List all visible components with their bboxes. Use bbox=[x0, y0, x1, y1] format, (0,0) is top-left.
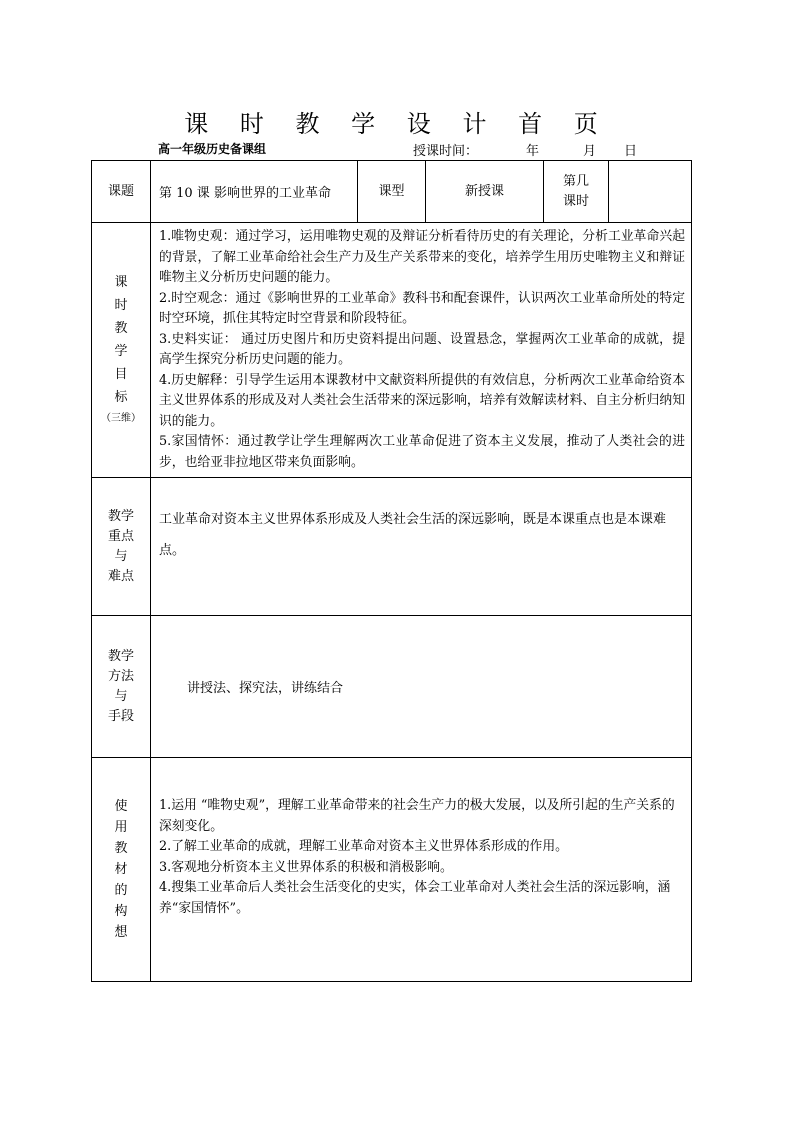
lesson-type-label: 课型 bbox=[358, 161, 426, 223]
usage-label-char: 构 bbox=[114, 904, 128, 919]
objective-item: 3.史料实证： 通过历史图片和历史资料提出问题、设置悬念，掌握两次工业革命的成就，提高学生探究分析历史问题的能力。 bbox=[159, 331, 685, 367]
method-label-line: 教学 bbox=[107, 648, 134, 664]
focus-label-line: 与 bbox=[114, 548, 128, 564]
objectives-label-char: 学 bbox=[114, 344, 128, 359]
focus-label-line: 教学 bbox=[107, 508, 134, 524]
usage-item: 1.运用 “唯物史观”，理解工业革命带来的社会生产力的极大发展，以及所引起的生产关系的深刻变化。 bbox=[159, 798, 675, 834]
usage-content bbox=[151, 758, 692, 982]
focus-label-line: 重点 bbox=[107, 528, 134, 544]
prep-group: 高一年级历史备课组 bbox=[158, 142, 267, 156]
usage-label-char: 想 bbox=[114, 925, 128, 940]
focus-label-line: 难点 bbox=[107, 568, 134, 584]
method-row bbox=[92, 616, 692, 758]
header-info bbox=[0, 140, 794, 160]
objectives-label-char: 目 bbox=[114, 367, 128, 382]
usage-item: 2.了解工业革命的成就，理解工业革命对资本主义世界体系形成的作用。 bbox=[159, 839, 568, 854]
usage-label-char: 的 bbox=[114, 883, 128, 898]
period-label-line1: 第几 bbox=[562, 173, 589, 189]
period-value bbox=[609, 161, 692, 223]
lesson-plan-table bbox=[91, 160, 692, 982]
year-label: 年 bbox=[526, 144, 540, 159]
usage-item: 4.搜集工业革命后人类社会生活变化的史实，体会工业革命对人类社会生活的深远影响，涵养“家国情怀”。 bbox=[159, 880, 671, 916]
lesson-type-value: 新授课 bbox=[426, 161, 544, 223]
method-label-line: 手段 bbox=[107, 708, 134, 724]
focus-content: 工业革命对资本主义世界体系形成及人类社会生活的深远影响，既是本课重点也是本课难点。 bbox=[151, 478, 692, 616]
objective-item: 5.家国情怀：通过教学让学生理解两次工业革命促进了资本主义发展，推动了人类社会的进步，也给亚非拉地区带来负面影响。 bbox=[159, 434, 685, 470]
focus-label bbox=[92, 478, 151, 616]
topic-value: 第 10 课 影响世界的工业革命 bbox=[151, 161, 358, 223]
objectives-label-char: 时 bbox=[114, 298, 128, 313]
objectives-row bbox=[92, 223, 692, 478]
objectives-content bbox=[151, 223, 692, 478]
usage-label-char: 用 bbox=[114, 820, 128, 835]
usage-label bbox=[92, 758, 151, 982]
objectives-label-char: 教 bbox=[114, 321, 128, 336]
usage-label-char: 材 bbox=[114, 862, 128, 877]
method-label-line: 方法 bbox=[107, 668, 134, 684]
usage-row bbox=[92, 758, 692, 982]
day-label: 日 bbox=[624, 144, 638, 159]
objective-item: 4.历史解释：引导学生运用本课教材中文献资料所提供的有效信息，分析两次工业革命给资本主义世界体系的形成及对人类社会生活带来的深远影响，培养有效解读材料、自主分析归纳知识的能力。 bbox=[159, 372, 685, 429]
objective-item: 2.时空观念：通过《影响世界的工业革命》教科书和配套课件，认识两次工业革命所处的特定时空环境，抓住其特定时空背景和阶段特征。 bbox=[159, 290, 685, 326]
topic-row bbox=[92, 161, 692, 223]
page-title: 课 时 教 学 设 计 首 页 bbox=[184, 110, 610, 138]
usage-label-char: 使 bbox=[114, 799, 128, 814]
objective-item: 1.唯物史观：通过学习，运用唯物史观的及辩证分析看待历史的有关理论，分析工业革命兴起的背景，了解工业革命给社会生产力及生产关系带来的变化，培养学生用历史唯物主义和辩证唯物主义分析历史问题的能力。 bbox=[159, 229, 685, 285]
focus-row bbox=[92, 478, 692, 616]
method-label bbox=[92, 616, 151, 758]
objectives-label-char: 标 bbox=[114, 390, 128, 405]
teaching-time-label: 授课时间： bbox=[413, 144, 479, 159]
period-label bbox=[544, 161, 609, 223]
method-content: 讲授法、探究法，讲练结合 bbox=[151, 616, 692, 758]
objectives-label-char: 课 bbox=[114, 275, 128, 290]
period-label-line2: 课时 bbox=[562, 193, 589, 209]
method-label-line: 与 bbox=[114, 688, 128, 704]
usage-label-char: 教 bbox=[114, 841, 128, 856]
objectives-label-note: （三维） bbox=[101, 413, 141, 424]
objectives-label bbox=[92, 223, 151, 478]
month-label: 月 bbox=[583, 144, 597, 159]
topic-label: 课题 bbox=[92, 161, 151, 223]
usage-item: 3.客观地分析资本主义世界体系的积极和消极影响。 bbox=[159, 859, 453, 875]
